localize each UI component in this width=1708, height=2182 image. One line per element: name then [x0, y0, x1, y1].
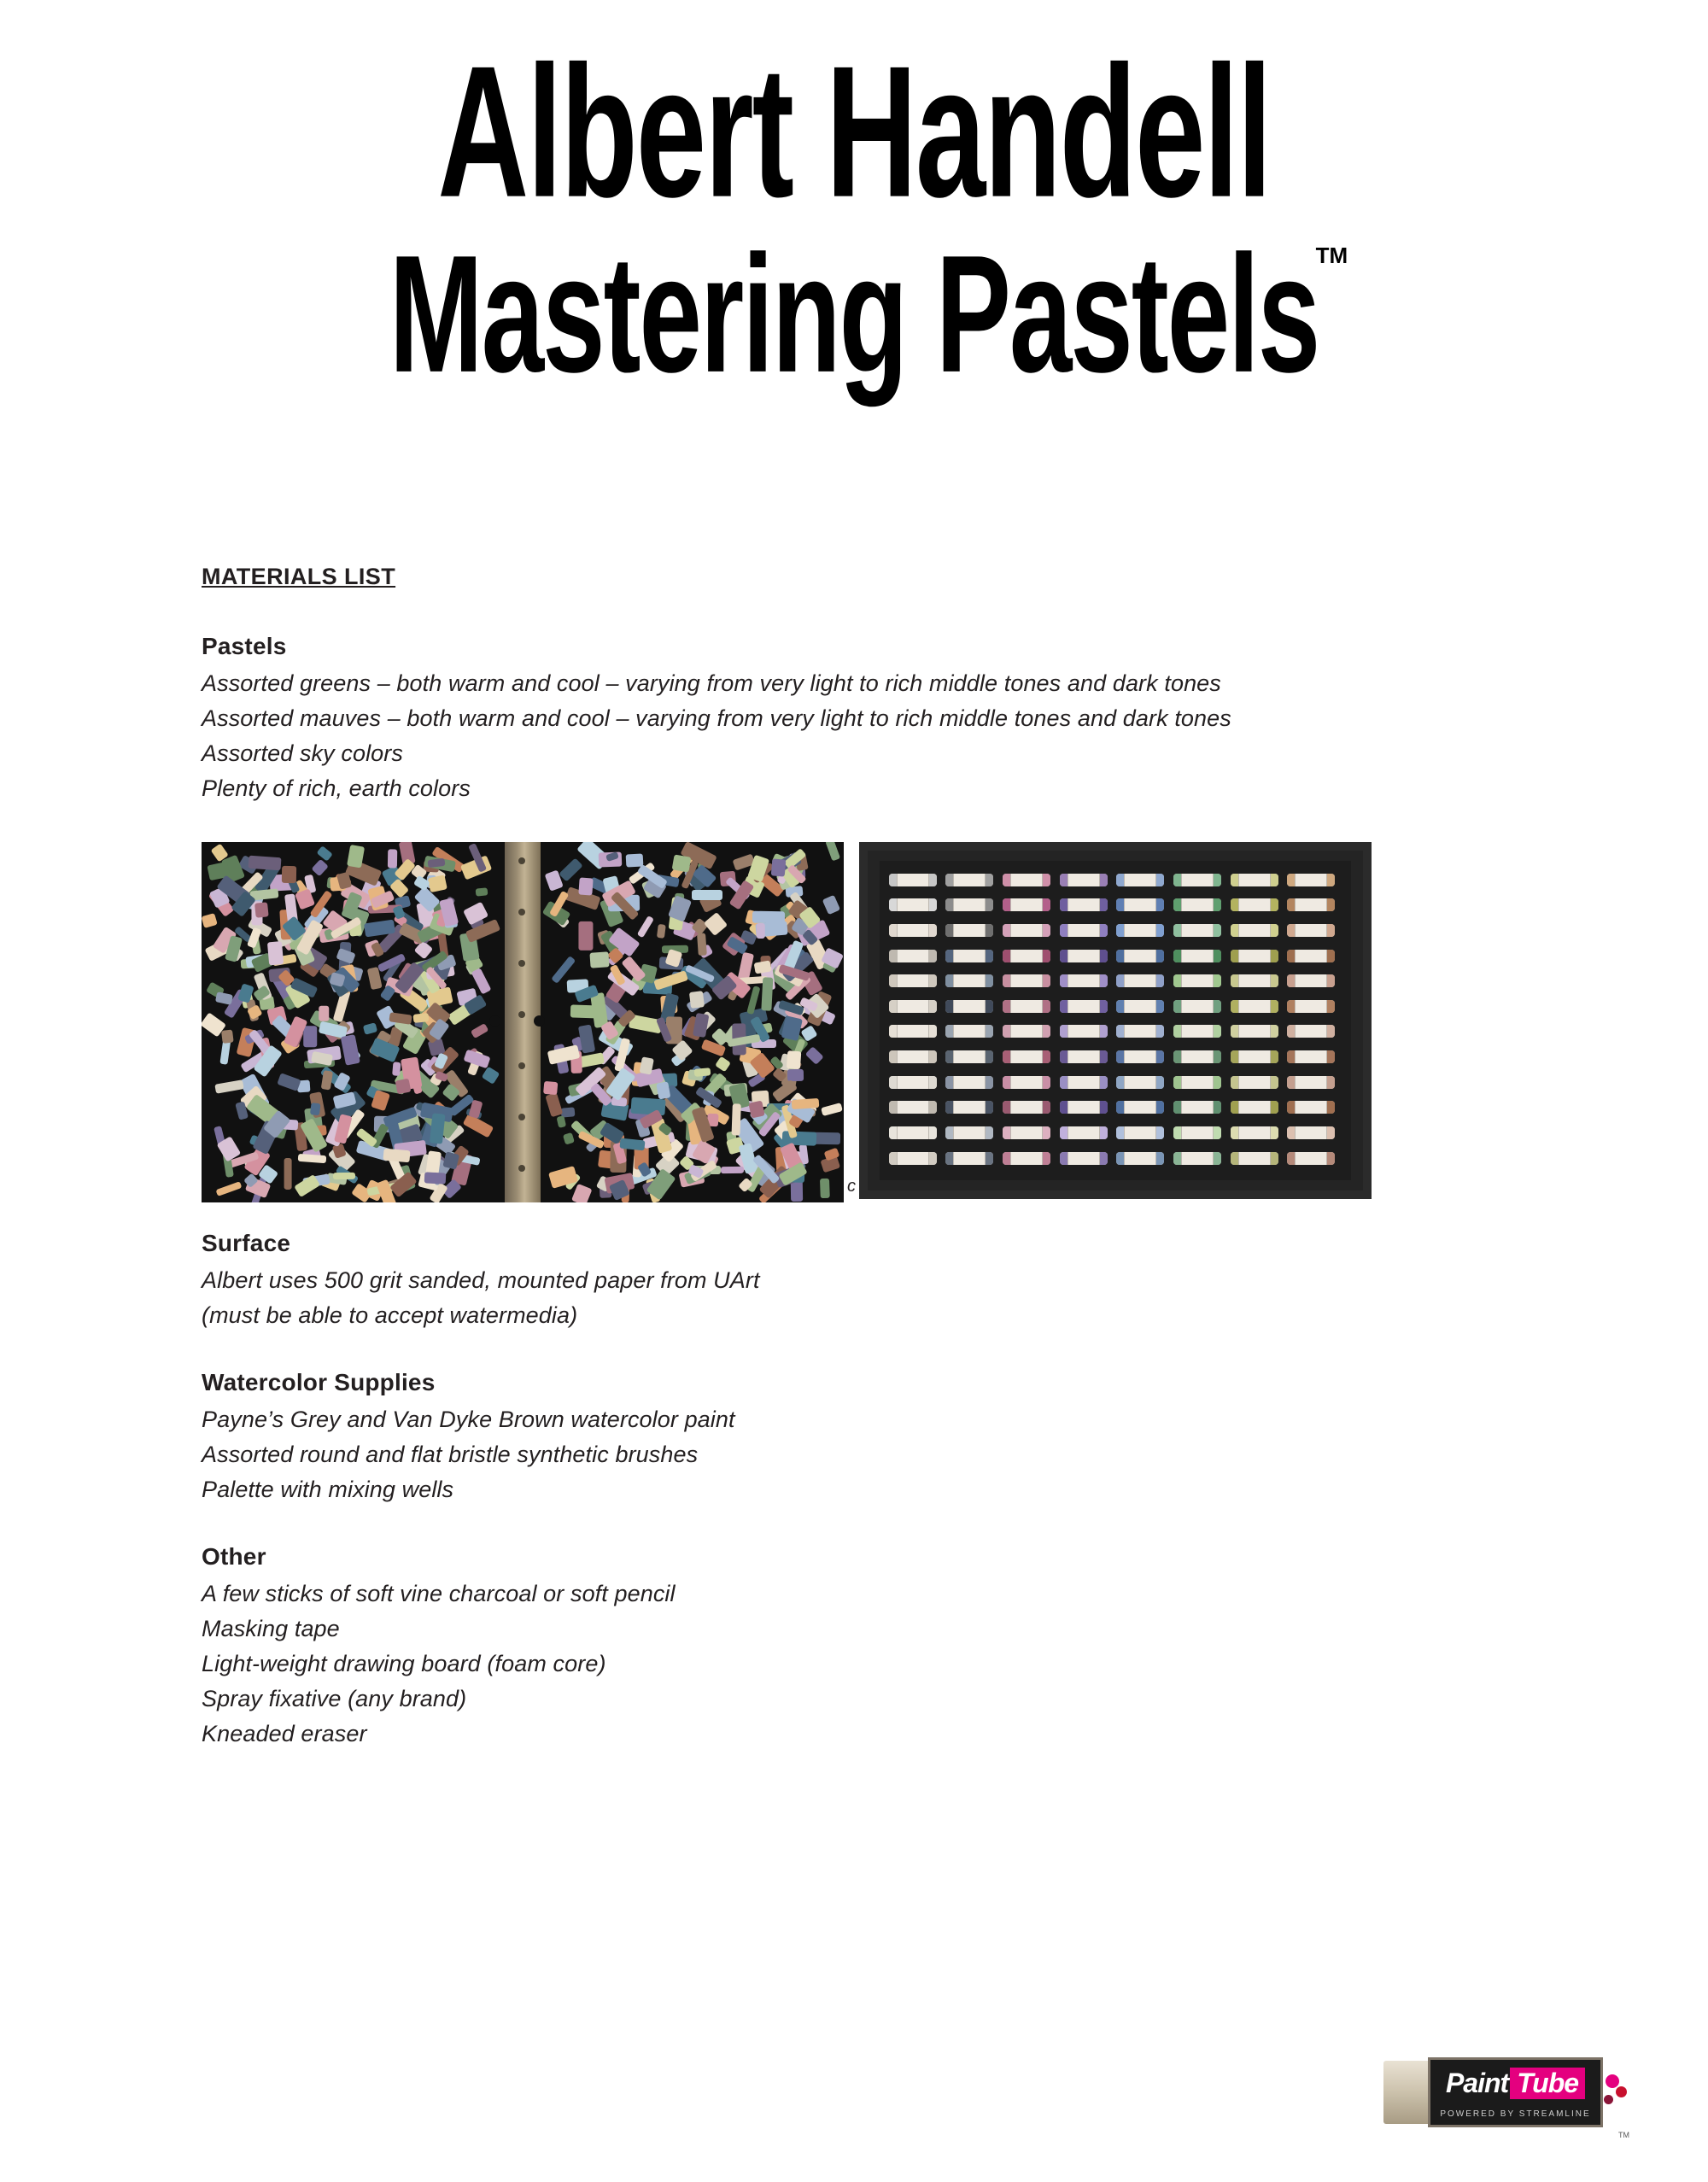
pastel-stick — [1173, 924, 1221, 937]
pastel-stick — [889, 1025, 937, 1038]
image-pastel-box — [859, 842, 1372, 1199]
section-line: Assorted mauves – both warm and cool – varying from very light to rich middle tones and dark tones — [202, 705, 1231, 732]
pastel-stick — [1231, 950, 1278, 962]
image-pastel-pile — [202, 842, 844, 1202]
section-line: Palette with mixing wells — [202, 1477, 454, 1503]
pastel-stick — [1116, 874, 1164, 886]
pastel-stick — [1003, 1050, 1050, 1063]
pastel-stick — [792, 1098, 820, 1109]
pastel-stick — [1116, 1000, 1164, 1013]
logo-tube-text: Tube — [1510, 2068, 1585, 2099]
logo-wordmark — [1430, 2060, 1600, 2106]
pastel-stick — [578, 877, 594, 895]
pastel-stick — [1173, 1152, 1221, 1165]
pastel-stick — [1116, 1025, 1164, 1038]
materials-content — [202, 564, 1517, 1787]
pastel-stick — [319, 1006, 329, 1021]
pastel-stick — [1116, 898, 1164, 911]
logo-paint-text: Paint — [1445, 2067, 1509, 2098]
pastel-stick — [1003, 898, 1050, 911]
pastel-stick — [1287, 1126, 1335, 1139]
pastel-stick — [1173, 974, 1221, 987]
pastel-stick — [781, 1131, 816, 1145]
pastel-stick — [1287, 874, 1335, 886]
pastel-stick — [1116, 1101, 1164, 1114]
pastel-stick — [570, 1005, 600, 1020]
trademark-symbol: TM — [1315, 242, 1348, 268]
pastel-stick — [1231, 974, 1278, 987]
pastel-stick — [412, 1013, 429, 1023]
image-caption: c — [847, 1177, 856, 1196]
pastel-stick — [945, 924, 993, 937]
pastel-stick — [1287, 974, 1335, 987]
pastel-stick — [1287, 1025, 1335, 1038]
pastel-stick — [1287, 1152, 1335, 1165]
pastel-stick — [310, 1102, 321, 1115]
pastel-stick — [1231, 1126, 1278, 1139]
pastel-stick — [689, 991, 705, 1009]
pastel-stick — [1060, 1000, 1108, 1013]
title-course-text: Mastering Pastels — [389, 220, 1319, 407]
pastel-stick — [945, 874, 993, 886]
pastel-stick — [945, 898, 993, 911]
title-artist-name: Albert Handell — [437, 27, 1271, 237]
pastel-stick — [1003, 1152, 1050, 1165]
section-line: Kneaded eraser — [202, 1721, 367, 1747]
pastel-stick — [945, 1126, 993, 1139]
pastel-stick — [1060, 1050, 1108, 1063]
pastel-stick — [889, 1101, 937, 1114]
pastel-stick — [1287, 1076, 1335, 1089]
pastel-stick — [388, 850, 398, 869]
pastel-stick — [1060, 1101, 1108, 1114]
section-line: Plenty of rich, earth colors — [202, 775, 471, 802]
materials-list-heading: MATERIALS LIST — [202, 564, 396, 589]
section-line: Albert uses 500 grit sanded, mounted paper from UArt — [202, 1267, 760, 1294]
pastel-box-foam-tray — [880, 861, 1351, 1180]
pastel-stick — [693, 1068, 711, 1077]
section-line: Light-weight drawing board (foam core) — [202, 1651, 606, 1677]
pastel-stick — [945, 1076, 993, 1089]
pastel-stick — [1003, 1101, 1050, 1114]
section-watercolor-supplies — [202, 1369, 1517, 1507]
images-row — [202, 842, 1517, 1202]
pastel-stick — [692, 890, 722, 900]
pastel-stick — [1231, 1050, 1278, 1063]
pastel-stick — [787, 1050, 802, 1068]
section-line: Spray fixative (any brand) — [202, 1686, 467, 1712]
section-line: Masking tape — [202, 1616, 340, 1642]
pastel-stick — [1287, 1101, 1335, 1114]
pastel-stick — [945, 1000, 993, 1013]
section-pastels — [202, 633, 1517, 806]
pastel-stick — [267, 941, 284, 966]
section-line: Assorted greens – both warm and cool – varying from very light to rich middle tones and dark tones — [202, 670, 1221, 696]
pastel-stick — [1003, 974, 1050, 987]
pastel-stick — [1173, 898, 1221, 911]
pastel-stick — [889, 974, 937, 987]
pastel-stick — [889, 1050, 937, 1063]
pastel-stick — [254, 903, 269, 918]
pastel-stick — [333, 1172, 355, 1179]
section-title-other: Other — [202, 1543, 266, 1571]
pastel-stick — [1060, 924, 1108, 937]
pastel-stick — [1173, 1126, 1221, 1139]
pastel-stick — [1231, 874, 1278, 886]
pastel-stick — [761, 977, 773, 1010]
section-line: Assorted round and flat bristle synthetic brushes — [202, 1442, 699, 1468]
paint-splash-icon — [1602, 2073, 1631, 2114]
pastel-stick — [770, 858, 786, 876]
pastel-stick — [1116, 924, 1164, 937]
pastel-stick — [1060, 874, 1108, 886]
pastel-stick — [945, 1152, 993, 1165]
pastel-stick — [1287, 898, 1335, 911]
pastel-stick — [1060, 1126, 1108, 1139]
pastel-stick — [889, 924, 937, 937]
pastel-stick — [889, 1152, 937, 1165]
pastel-stick — [1173, 1025, 1221, 1038]
pastel-stick — [945, 950, 993, 962]
pastel-stick — [543, 1081, 558, 1096]
logo-label — [1428, 2057, 1603, 2127]
pastel-stick — [1173, 874, 1221, 886]
pastel-stick — [1116, 1076, 1164, 1089]
pastel-stick — [1116, 1050, 1164, 1063]
pastel-stick — [424, 1173, 445, 1185]
pastel-stick — [1060, 974, 1108, 987]
pastel-stick — [476, 887, 488, 896]
pastel-stick — [1287, 1000, 1335, 1013]
section-title-surface: Surface — [202, 1230, 291, 1257]
pastel-stick — [1231, 1152, 1278, 1165]
pastel-stick — [1287, 950, 1335, 962]
pastel-stick — [697, 933, 707, 956]
section-line: (must be able to accept watermedia) — [202, 1302, 578, 1329]
pastel-stick — [889, 1000, 937, 1013]
paint-tube-icon — [1383, 2061, 1435, 2124]
title-course-name — [389, 220, 1348, 407]
pastel-stick — [1231, 924, 1278, 937]
pastel-stick — [757, 923, 765, 939]
pastel-stick — [589, 952, 609, 968]
logo-trademark: TM — [1618, 2131, 1629, 2139]
pastel-stick — [889, 1126, 937, 1139]
section-other — [202, 1543, 1517, 1752]
pastel-stick — [1173, 1101, 1221, 1114]
pastel-stick — [1003, 1000, 1050, 1013]
pastel-stick — [282, 866, 296, 883]
pastel-stick — [1003, 874, 1050, 886]
pastel-stick — [1003, 1126, 1050, 1139]
pastel-stick — [672, 854, 692, 872]
pastel-stick — [721, 1167, 744, 1174]
title-block — [0, 27, 1708, 407]
pastel-stick — [1173, 950, 1221, 962]
pastel-stick — [1060, 1076, 1108, 1089]
pastel-stick — [889, 874, 937, 886]
pastel-stick — [579, 921, 594, 951]
pastel-stick — [1231, 1101, 1278, 1114]
section-line: Assorted sky colors — [202, 740, 403, 767]
pastel-stick — [1231, 898, 1278, 911]
pastel-stick — [249, 856, 282, 871]
pastel-stick — [889, 1076, 937, 1089]
pastel-stick — [1116, 950, 1164, 962]
pastel-stick — [1173, 1050, 1221, 1063]
pastel-stick — [1231, 1025, 1278, 1038]
pastel-stick — [1060, 898, 1108, 911]
pastel-stick — [221, 1029, 234, 1043]
logo-tagline: POWERED BY STREAMLINE — [1430, 2103, 1600, 2125]
section-title-watercolor-supplies: Watercolor Supplies — [202, 1369, 436, 1396]
pastel-stick — [1116, 974, 1164, 987]
pastel-stick — [1003, 1076, 1050, 1089]
pastel-stick — [303, 1026, 317, 1047]
pastel-stick — [945, 1050, 993, 1063]
pastel-stick — [731, 1104, 741, 1136]
section-title-pastels: Pastels — [202, 633, 287, 659]
pastel-stick — [1287, 924, 1335, 937]
section-line: A few sticks of soft vine charcoal or soft pencil — [202, 1581, 676, 1607]
pastel-stick — [656, 1081, 670, 1100]
pastel-stick — [1003, 1025, 1050, 1038]
pastel-stick — [1116, 1152, 1164, 1165]
pastel-stick — [1287, 1050, 1335, 1063]
section-line: Payne’s Grey and Van Dyke Brown watercolor paint — [202, 1407, 735, 1433]
pastel-stick — [945, 1025, 993, 1038]
pastel-stick — [1231, 1000, 1278, 1013]
pastel-stick — [1003, 924, 1050, 937]
pastel-stick — [1060, 950, 1108, 962]
pastel-stick — [820, 1179, 830, 1199]
pastel-stick — [392, 1062, 401, 1076]
pastel-stick — [395, 1078, 412, 1093]
pastel-stick — [1003, 950, 1050, 962]
pastel-stick — [889, 950, 937, 962]
pastel-stick — [284, 1159, 292, 1190]
pastel-stick — [1060, 1025, 1108, 1038]
pastel-stick — [945, 1101, 993, 1114]
pastel-stick — [945, 974, 993, 987]
pastel-stick — [1173, 1000, 1221, 1013]
painttube-logo[interactable] — [1383, 2045, 1631, 2141]
section-surface — [202, 1230, 1517, 1333]
pastel-stick — [889, 898, 937, 911]
pastel-stick — [1173, 1076, 1221, 1089]
pastel-stick — [1116, 1126, 1164, 1139]
pastel-stick — [1231, 1076, 1278, 1089]
pastel-stick — [1060, 1152, 1108, 1165]
